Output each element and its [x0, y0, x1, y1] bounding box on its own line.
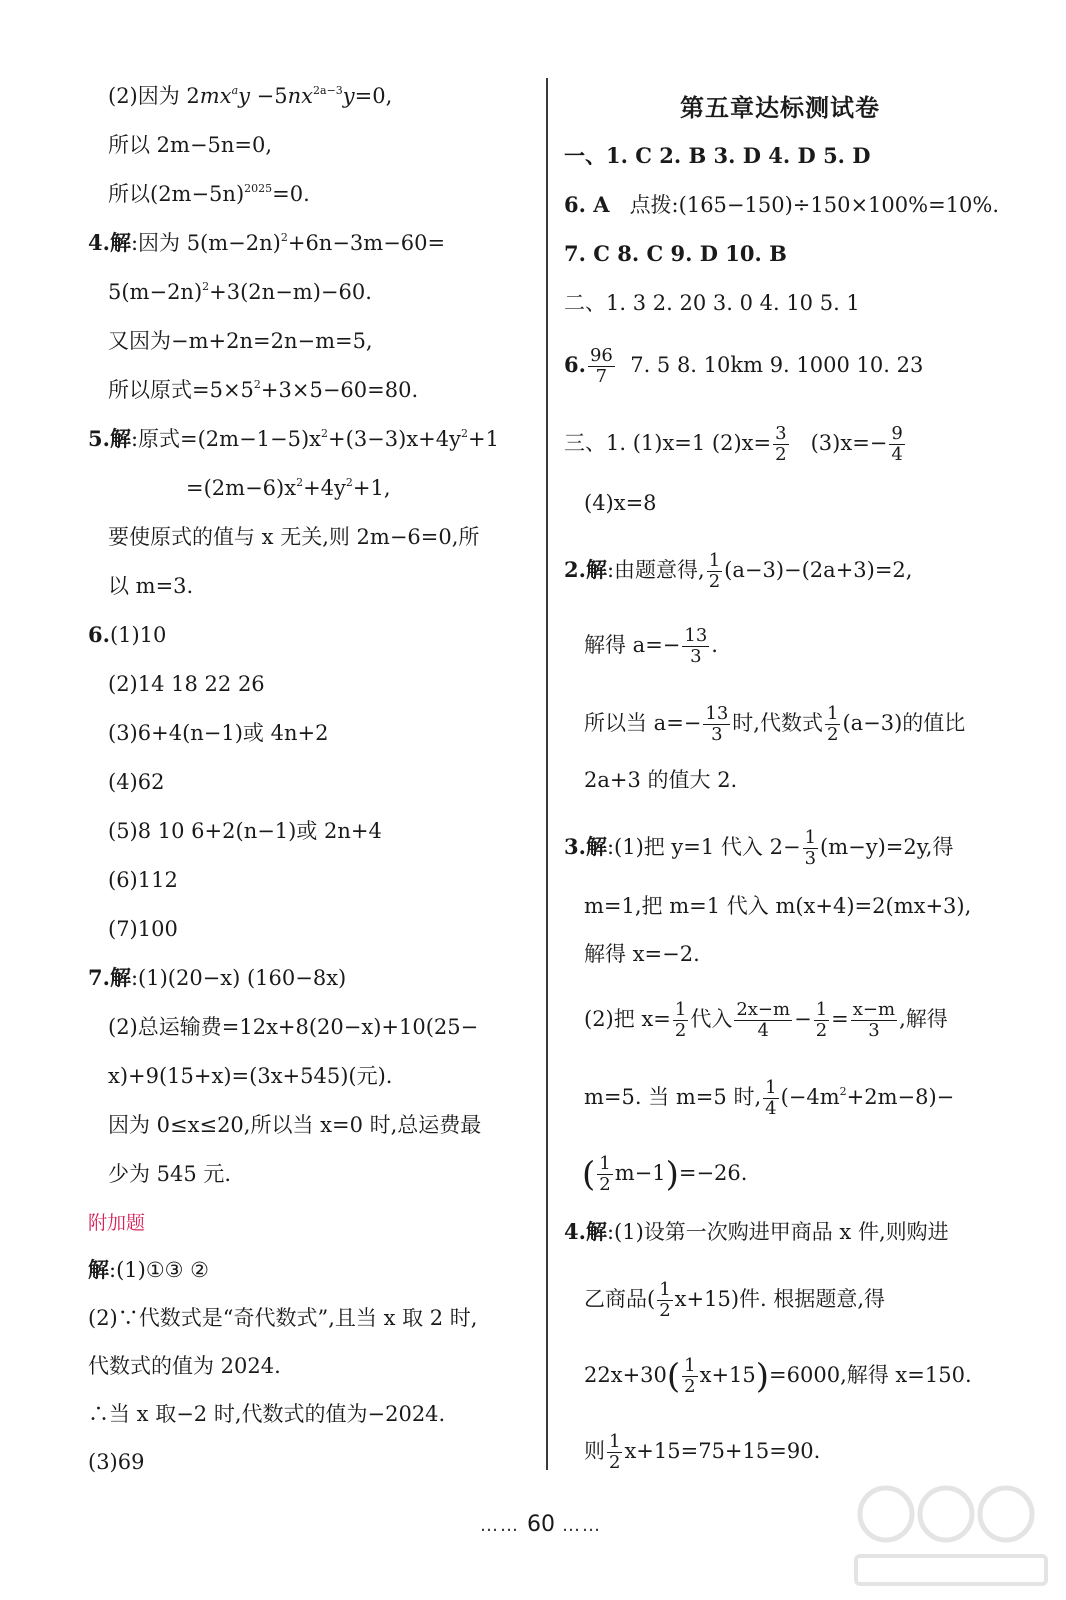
column-divider	[546, 78, 548, 1470]
fraction	[588, 346, 615, 387]
text: x+15=75+15=90.	[624, 1439, 821, 1463]
text: :因为 5(m−2n)	[130, 231, 281, 255]
text: :(1)①③ ②	[109, 1258, 209, 1282]
numerator: 1	[708, 550, 721, 571]
exponent: 2	[296, 476, 304, 489]
text: +6n−3m−60=	[287, 231, 446, 255]
q4-line	[564, 1218, 949, 1246]
fraction	[607, 1432, 622, 1473]
jie-label: 解	[585, 1219, 607, 1244]
numerator: 96	[589, 345, 613, 366]
text: :(1)设第一次购进甲商品 x 件,则购进	[606, 1220, 949, 1244]
q4-line	[88, 229, 445, 257]
line	[584, 1000, 948, 1041]
question-number: 2.	[564, 557, 586, 582]
denominator: 2	[599, 1174, 611, 1195]
line	[584, 1078, 954, 1119]
text: (−4m	[780, 1085, 840, 1109]
fraction	[597, 1154, 612, 1195]
numerator: 1	[609, 1431, 621, 1452]
line	[108, 180, 310, 208]
numerator: x−m	[852, 999, 896, 1020]
question-number: 5.	[88, 426, 110, 451]
answer-row	[564, 191, 999, 219]
jie-label: 解	[585, 557, 607, 582]
extra-heading: 附加题	[88, 1212, 146, 1234]
numerator: 1	[674, 999, 687, 1020]
question-number: 3.	[564, 834, 586, 859]
text: m=5. 当 m=5 时,	[584, 1085, 762, 1109]
text: (2)把 x=	[584, 1007, 671, 1031]
exponent: 2	[839, 1085, 847, 1098]
jie-label: 解	[585, 834, 607, 859]
line: (6)112	[108, 868, 178, 892]
text: −	[794, 1007, 812, 1031]
numerator: 1	[765, 1077, 777, 1098]
line: 所以 2m−5n=0,	[108, 133, 273, 157]
exponent: 2	[321, 427, 329, 440]
answer-row	[564, 346, 923, 387]
text: =6000,解得 x=150.	[769, 1363, 972, 1387]
line-2-intro: (2)因为 $2mx^ay -5nx^{2a-3}y=0$,	[108, 84, 393, 108]
question-number: 4.	[88, 230, 110, 255]
fraction	[889, 424, 904, 465]
line: (2)14 18 22 26	[108, 672, 265, 696]
q2-line	[564, 551, 912, 592]
text: 解得 a=−	[584, 633, 681, 657]
text: +2m−8)−	[846, 1085, 955, 1109]
line: 以 m=3.	[108, 574, 194, 598]
text: ,解得	[899, 1007, 948, 1031]
text: (a−3)−(2a+3)=2,	[724, 558, 913, 582]
exponent: 2	[345, 476, 353, 489]
dots: ……	[480, 1515, 520, 1536]
text: 6.	[564, 352, 586, 377]
line: (2)∵代数式是“奇代数式”,且当 x 取 2 时,	[88, 1306, 478, 1330]
numerator: 13	[684, 625, 708, 646]
exponent: 2	[461, 427, 468, 440]
question-number: 7.	[88, 965, 110, 990]
fraction	[763, 1078, 778, 1119]
line: x)+9(15+x)=(3x+545)(元).	[108, 1064, 393, 1088]
line: 因为 0≤x≤20,所以当 x=0 时,总运费最	[108, 1113, 482, 1137]
text: (m−y)=2y,得	[820, 835, 954, 859]
dots: ……	[562, 1515, 602, 1536]
text: 22x+30	[584, 1363, 667, 1387]
numerator: 1	[826, 703, 839, 724]
exponent: 2025	[244, 182, 273, 195]
line	[108, 278, 372, 306]
fraction	[657, 1280, 672, 1321]
numerator: 1	[804, 827, 817, 848]
line: 又因为−m+2n=2n−m=5,	[108, 329, 373, 353]
line	[108, 376, 418, 404]
fraction	[682, 626, 709, 667]
text: :(1)把 y=1 代入 2−	[606, 835, 801, 859]
numerator: 13	[705, 703, 729, 724]
numerator: 2x−m	[736, 999, 791, 1020]
denominator: 2	[659, 1300, 671, 1321]
text: 则	[584, 1439, 605, 1463]
question-number: 6.	[88, 622, 110, 647]
text: +1	[468, 427, 499, 451]
text: 所以当 a=−	[584, 711, 702, 735]
denominator: 2	[609, 1452, 621, 1473]
denominator: 3	[690, 646, 702, 667]
fraction	[682, 1356, 697, 1397]
numerator: 1	[659, 1279, 671, 1300]
text: 乙商品(	[584, 1287, 656, 1311]
text: =	[831, 1007, 849, 1031]
answer-row: 7. C 8. C 9. D 10. B	[564, 241, 787, 266]
q6-line	[88, 621, 166, 649]
line: (3)69	[88, 1450, 145, 1474]
text: +3(2n−m)−60.	[209, 280, 372, 304]
denominator: 2	[684, 1376, 696, 1397]
line: (4)x=8	[584, 491, 657, 515]
text: 代入	[690, 1007, 733, 1031]
line: ( $\frac{1}{2}$ m−1)=−26.	[582, 1153, 748, 1195]
denominator: 2	[708, 571, 721, 592]
jie-label: 解	[109, 965, 131, 990]
exponent: 2	[202, 280, 210, 293]
denominator: 3	[711, 724, 723, 745]
line: 22x+30( $\frac{1}{2}$ x+15)=6000,解得 x=150.	[584, 1355, 972, 1397]
line	[584, 1432, 820, 1473]
exponent: 2	[253, 378, 261, 391]
question-number: 4.	[564, 1219, 586, 1244]
denominator: 3	[804, 848, 817, 869]
fraction	[825, 704, 840, 745]
text: =0,	[354, 84, 393, 108]
line	[186, 474, 391, 502]
denominator: 4	[757, 1020, 769, 1041]
exponent: 2a−3	[313, 84, 343, 97]
answer-row: 二、1. 3 2. 20 3. 0 4. 10 5. 1	[564, 291, 860, 315]
line: 2a+3 的值大 2.	[584, 768, 738, 792]
text: 所以(2m−5n)	[108, 182, 245, 206]
text: 5(m−2n)	[108, 280, 203, 304]
denominator: 2	[826, 724, 839, 745]
text: 7. 5 8. 10km 9. 1000 10. 23	[630, 353, 924, 377]
line	[584, 1280, 885, 1321]
extra-line	[88, 1256, 209, 1284]
q5-line	[88, 425, 499, 453]
line: (3)6+4(n−1)或 4n+2	[108, 721, 329, 745]
text: x+15	[699, 1363, 756, 1387]
text: :由题意得,	[606, 558, 705, 582]
watermark-logo	[846, 1474, 1056, 1594]
jie-label: 解	[88, 1257, 109, 1282]
text: 点拨:(165−150)÷150×100%=10%.	[629, 193, 1000, 217]
text: 三、1. (1)x=1 (2)x=	[564, 431, 772, 455]
denominator: 2	[775, 444, 787, 465]
answer-row	[564, 424, 907, 465]
q7-line	[88, 964, 346, 992]
line: (2)总运输费=12x+8(20−x)+10(25−	[108, 1015, 479, 1039]
text: +3×5−60=80.	[260, 378, 419, 402]
text: 时,代数式	[732, 711, 823, 735]
line	[584, 704, 965, 745]
text: =(2m−6)x	[186, 476, 297, 500]
numerator: 1	[684, 1355, 696, 1376]
text: x+15)件. 根据题意,得	[674, 1287, 886, 1311]
line: 少为 545 元.	[108, 1162, 232, 1186]
answer-row: 一、1. C 2. B 3. D 4. D 5. D	[564, 143, 871, 168]
numerator: 9	[891, 423, 903, 444]
fraction	[734, 1000, 792, 1041]
line: m=1,把 m=1 代入 m(x+4)=2(mx+3),	[584, 894, 972, 918]
denominator: 4	[765, 1098, 777, 1119]
fraction	[803, 828, 818, 869]
text: −5	[250, 84, 288, 108]
text: =0.	[272, 182, 310, 206]
line: ∴当 x 取−2 时,代数式的值为−2024.	[88, 1402, 446, 1426]
denominator: 7	[595, 366, 608, 387]
line: 要使原式的值与 x 无关,则 2m−6=0,所	[108, 525, 480, 549]
text: +(3−3)x+4y	[328, 427, 461, 451]
text: (3)x=−	[810, 431, 888, 455]
line: 解得 x=−2.	[584, 942, 700, 966]
fraction	[773, 424, 788, 465]
page-number-value: 60	[527, 1512, 555, 1537]
numerator: 1	[815, 999, 828, 1020]
jie-label: 解	[109, 426, 131, 451]
exponent: 2	[280, 231, 288, 244]
line: 解得 a=− $\frac{13}{3}$ .	[584, 625, 718, 667]
line: 代数式的值为 2024.	[88, 1354, 281, 1378]
text: (a−3)的值比	[842, 711, 966, 735]
text: =−26.	[678, 1161, 748, 1185]
denominator: 3	[868, 1020, 880, 1041]
q3-line	[564, 828, 953, 869]
text: m−1	[614, 1161, 666, 1185]
page-number	[480, 1512, 602, 1537]
text: +4y	[303, 476, 346, 500]
numerator: 1	[599, 1153, 611, 1174]
denominator: 2	[815, 1020, 828, 1041]
text: +1,	[352, 476, 391, 500]
section-title: 第五章达标测试卷	[680, 94, 880, 122]
text: (2)因为 2	[108, 84, 200, 108]
denominator: 4	[891, 444, 903, 465]
fraction	[814, 1000, 829, 1041]
line: (7)100	[108, 917, 178, 941]
numerator: 3	[775, 423, 787, 444]
line: (5)8 10 6+2(n−1)或 2n+4	[108, 819, 382, 843]
fraction	[707, 551, 722, 592]
jie-label: 解	[109, 230, 131, 255]
text: 所以原式=5×5	[108, 378, 254, 402]
fraction	[851, 1000, 897, 1041]
text: :(1)(20−x) (160−8x)	[130, 966, 347, 990]
denominator: 2	[674, 1020, 687, 1041]
fraction	[703, 704, 730, 745]
text: 6. A	[564, 192, 610, 217]
fraction	[673, 1000, 688, 1041]
line: (4)62	[108, 770, 165, 794]
text: (1)10	[109, 623, 167, 647]
text: :原式=(2m−1−5)x	[130, 427, 322, 451]
